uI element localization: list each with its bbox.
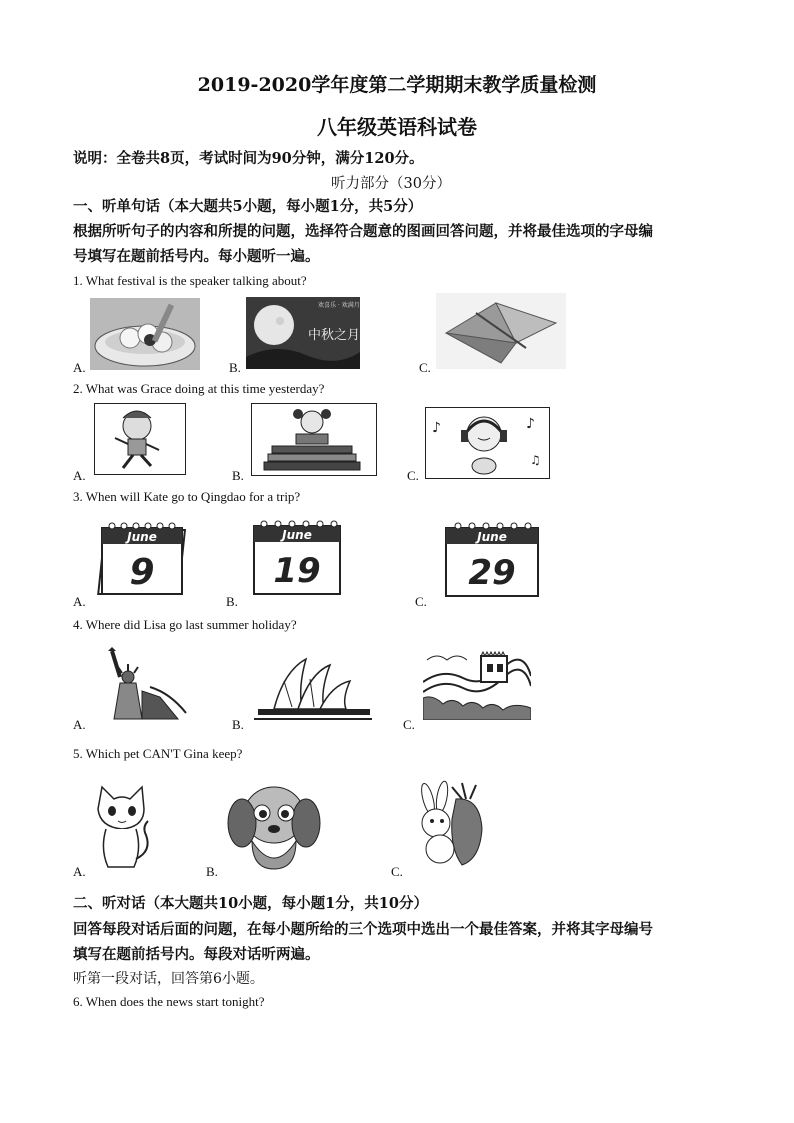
q4-option-a: A. [73, 717, 86, 732]
statue-of-liberty-picture [90, 647, 192, 721]
calendar-june-9 [96, 520, 194, 598]
section2-sub-instruction: 听第一段对话，回答第6小题。 [73, 971, 264, 987]
calendar-june-29 [440, 520, 548, 600]
girl-reading-picture [251, 403, 377, 476]
svg-text:♫: ♫ [530, 453, 541, 467]
q4-option-c: C. [403, 717, 415, 732]
calendar-month-label: June [477, 530, 507, 544]
question-2: 2. What was Grace doing at this time yesterday? [73, 381, 325, 396]
q2-option-a: A. [73, 468, 86, 483]
great-wall-picture [423, 648, 531, 720]
q1-option-a: A. [73, 360, 86, 375]
section2-instruction-1: 回答每段对话后面的问题，在每小题所给的三个选项中选出一个最佳答案，并将其字母编号 [73, 921, 653, 938]
calendar-day-9: 9 [129, 552, 155, 593]
question-5: 5. Which pet CAN'T Gina keep? [73, 746, 243, 761]
question-6: 6. When does the news start tonight? [73, 994, 265, 1009]
girl-listening-music-picture [425, 407, 550, 479]
q5-option-b: B. [206, 864, 218, 879]
q5-option-a: A. [73, 864, 86, 879]
dog-picture [222, 779, 326, 873]
section1-instruction-2: 号填写在题前括号内。每小题听一遍。 [73, 248, 320, 265]
section1-instruction-1: 根据所听句子的内容和所提的问题，选择符合题意的图画回答问题，并将最佳选项的字母编 [73, 223, 653, 240]
zongzi-picture [436, 293, 566, 369]
q3-option-a: A. [73, 594, 86, 609]
q4-option-b: B. [232, 717, 244, 732]
exam-subtitle: 八年级英语科试卷 [317, 115, 477, 139]
calendar-june-19 [248, 518, 348, 598]
svg-text:♪: ♪ [526, 416, 535, 432]
q1-option-b: B. [229, 360, 241, 375]
boy-running-picture [94, 403, 186, 475]
listening-heading: 听力部分（30分） [331, 176, 451, 192]
exam-title: 2019-2020学年度第二学期期末教学质量检测 [197, 74, 597, 96]
exam-note: 说明：全卷共8页，考试时间为90分钟，满分120分。 [73, 150, 424, 167]
calendar-month-label: June [282, 528, 312, 542]
question-1: 1. What festival is the speaker talking about? [73, 273, 307, 288]
q3-option-c: C. [415, 594, 427, 609]
section2-heading: 二、听对话（本大题共10小题，每小题1分，共10分） [73, 895, 428, 912]
section2-instruction-2: 填写在题前括号内。每段对话听两遍。 [73, 946, 320, 963]
rabbit-carrot-picture [410, 779, 490, 867]
q2-option-c: C. [407, 468, 419, 483]
q3-option-b: B. [226, 594, 238, 609]
sydney-opera-house-picture [254, 651, 372, 721]
calendar-day-19: 19 [273, 551, 321, 591]
moon-caption: 中秋之月 [308, 328, 360, 343]
question-4: 4. Where did Lisa go last summer holiday? [73, 617, 297, 632]
calendar-day-29: 29 [468, 553, 516, 593]
q5-option-c: C. [391, 864, 403, 879]
cat-picture [90, 779, 154, 871]
section1-heading: 一、听单句话（本大题共5小题，每小题1分，共5分） [73, 198, 423, 215]
q1-option-c: C. [419, 360, 431, 375]
question-3: 3. When will Kate go to Qingdao for a trip? [73, 489, 301, 504]
mid-autumn-moon-picture [246, 297, 360, 369]
svg-text:♪: ♪ [432, 420, 441, 436]
tangyuan-picture [90, 298, 200, 370]
calendar-month-label: June [127, 530, 157, 544]
q2-option-b: B. [232, 468, 244, 483]
moon-small-caption: 欢喜乐 · 欢满月 [318, 302, 360, 309]
